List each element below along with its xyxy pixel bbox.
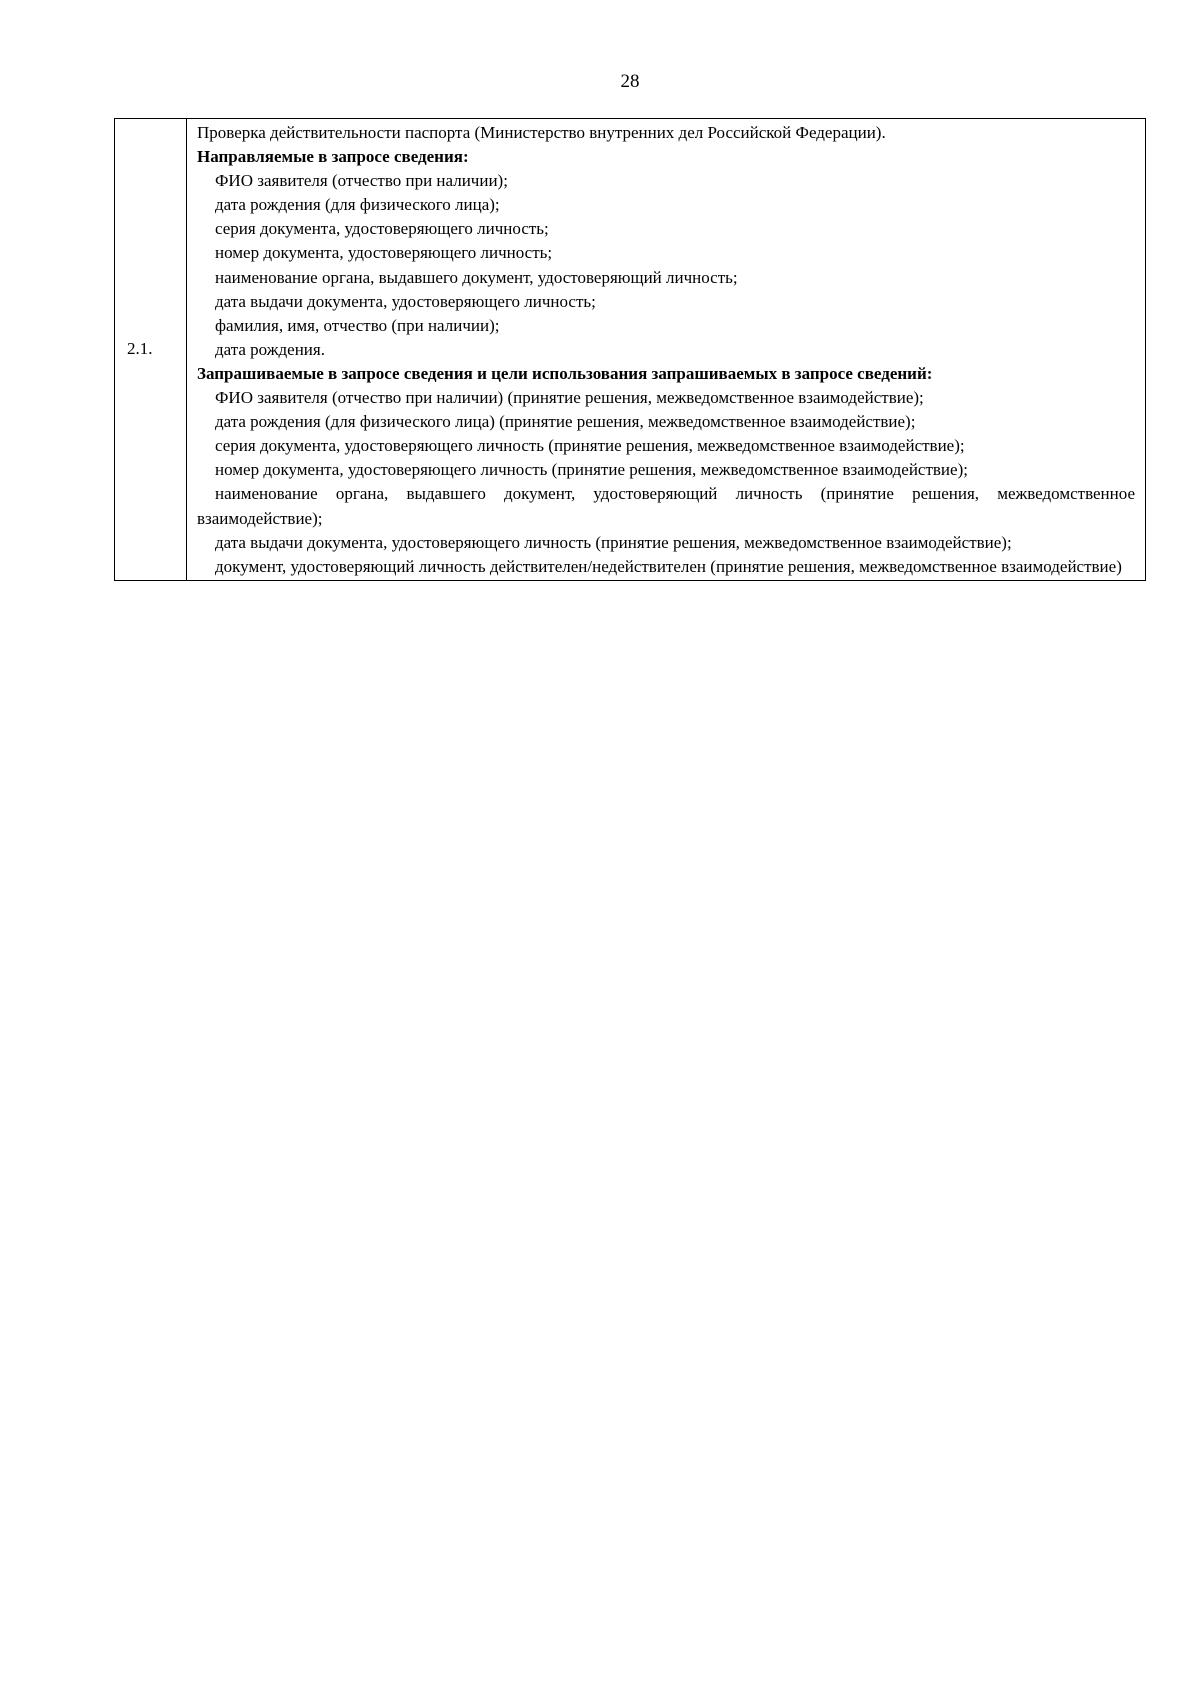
requested-heading: Запрашиваемые в запросе сведения и цели использования запрашиваемых в запросе сведений: — [197, 363, 933, 383]
sent-heading: Направляемые в запросе сведения: — [197, 147, 469, 167]
sent-item: наименование органа, выдавшего документ, удостоверяющий личность; — [215, 267, 738, 287]
row-content — [187, 119, 1146, 581]
requested-item: серия документа, удостоверяющего личность (принятие решения, межведомственное взаимодействие); — [215, 436, 965, 456]
requested-item: номер документа, удостоверяющего личность (принятие решения, межведомственное взаимодействие); — [215, 460, 968, 480]
requested-item: дата выдачи документа, удостоверяющего личность (принятие решения, межведомственное взаимодействие); — [215, 532, 1012, 552]
requested-item: ФИО заявителя (отчество при наличии) (принятие решения, межведомственное взаимодействие); — [215, 388, 924, 408]
page-number: 28 — [620, 71, 640, 92]
sent-item: дата рождения. — [215, 339, 325, 359]
requested-item: дата рождения (для физического лица) (принятие решения, межведомственное взаимодействие); — [215, 412, 916, 432]
row-number: 2.1. — [115, 119, 187, 581]
sent-item: фамилия, имя, отчество (при наличии); — [215, 315, 500, 335]
sent-item: ФИО заявителя (отчество при наличии); — [215, 171, 508, 191]
requested-item: документ, удостоверяющий личность действителен/недействителен (принятие решения, межведомственное взаимодействие) — [215, 556, 1122, 576]
sent-item: номер документа, удостоверяющего личность; — [215, 243, 553, 263]
sent-item: дата выдачи документа, удостоверяющего личность; — [215, 291, 596, 311]
table-row — [115, 119, 1146, 581]
check-title: Проверка действительности паспорта (Министерство внутренних дел Российской Федерации). — [197, 123, 886, 142]
sent-item: серия документа, удостоверяющего личность; — [215, 219, 549, 239]
document-table — [114, 118, 1146, 581]
sent-item: дата рождения (для физического лица); — [215, 195, 500, 215]
requested-item: наименование органа, выдавшего документ, удостоверяющий личность (принятие решения, межведомственное взаимодействие); — [197, 484, 1135, 528]
